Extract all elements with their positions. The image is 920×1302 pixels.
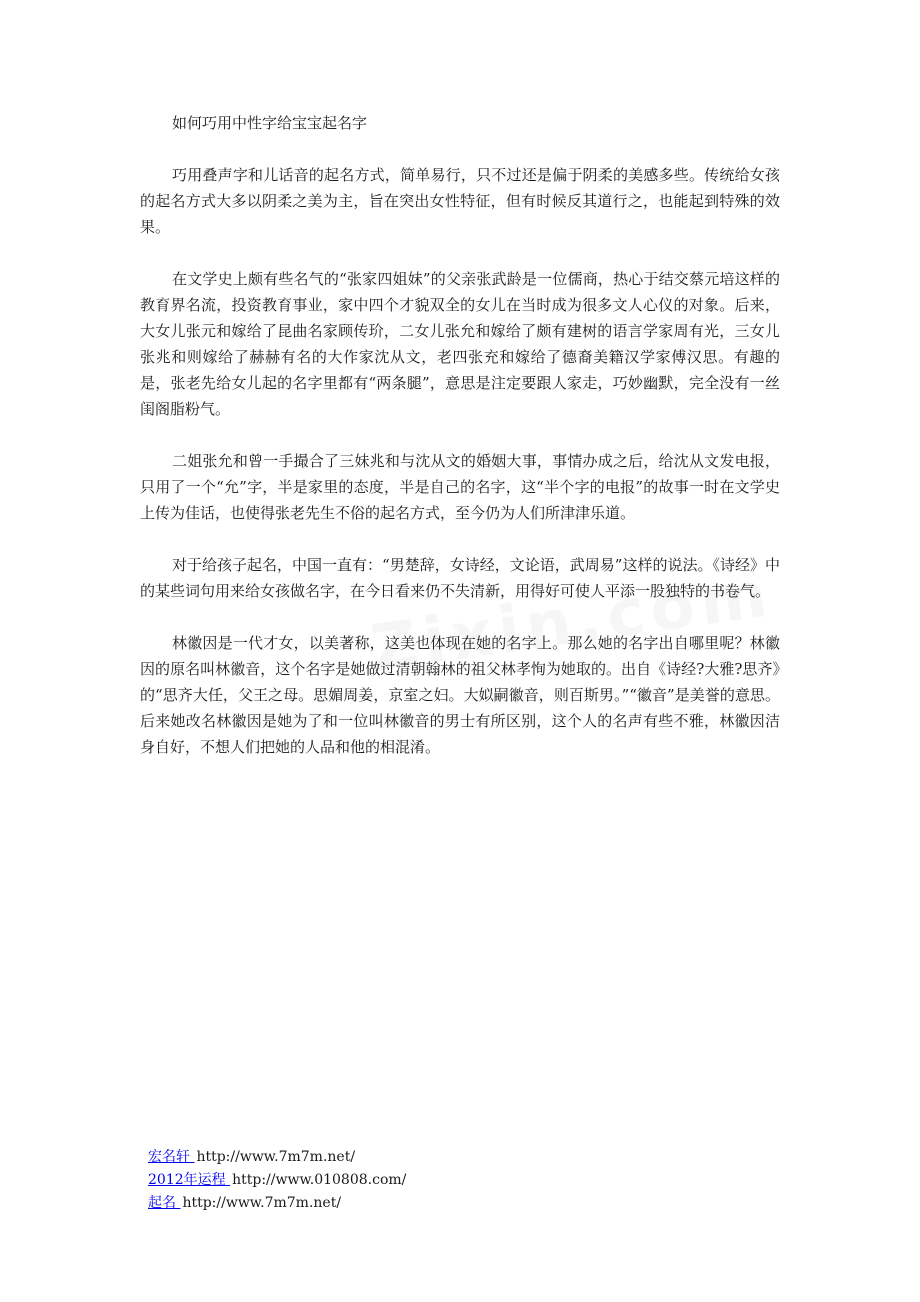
paragraph-3: 二姐张允和曾一手撮合了三妹兆和与沈从文的婚姻大事，事情办成之后，给沈从文发电报，只用了一个“允”字，半是家里的态度，半是自己的名字，这“半个字的电报”的故事一时在文学史上传为佳话，也使得张老先生不俗的起名方式，至今仍为人们所津津乐道。 — [140, 452, 780, 522]
footer-url-3: http://www.7m7m.net/ — [182, 1195, 342, 1211]
footer-link-row-3 — [148, 1192, 406, 1215]
footer-link-row-2 — [148, 1169, 406, 1192]
footer-link-hongmingxuan[interactable]: 宏名轩 — [148, 1149, 195, 1165]
footer-links — [148, 1146, 406, 1215]
footer-link-2012-fortune[interactable]: 2012年运程 — [148, 1172, 231, 1188]
article-title: 如何巧用中性字给宝宝起名字 — [172, 114, 368, 132]
footer-url-1: http://www.7m7m.net/ — [196, 1149, 356, 1165]
footer-link-naming[interactable]: 起名 — [148, 1195, 181, 1211]
paragraph-2: 在文学史上颇有些名气的“张家四姐妹”的父亲张武龄是一位儒商，热心于结交蔡元培这样的教育界名流，投资教育事业，家中四个才貌双全的女儿在当时成为很多文人心仪的对象。后来，大女儿张元和嫁给了昆曲名家顾传玠，二女儿张允和嫁给了颇有建树的语言学家周有光，三女儿张兆和则嫁给了赫赫有名的大作家沈从文，老四张充和嫁给了德裔美籍汉学家傅汉思。有趣的是，张老先给女儿起的名字里都有“两条腿”，意思是注定要跟人家走，巧妙幽默，完全没有一丝闺阁脂粉气。 — [140, 270, 780, 418]
footer-url-2: http://www.010808.com/ — [232, 1172, 407, 1188]
paragraph-5: 林徽因是一代才女，以美著称，这美也体现在她的名字上。那么她的名字出自哪里呢？林徽因的原名叫林徽音，这个名字是她做过清朝翰林的祖父林孝恂为她取的。出自《诗经?大雅?思齐》的“思齐大任，父王之母。思媚周姜，京室之妇。大姒嗣徽音，则百斯男。”“徽音”是美誉的意思。后来她改名林徽因是她为了和一位叫林徽音的男士有所区别，这个人的名声有些不雅，林徽因洁身自好，不想人们把她的人品和他的相混淆。 — [140, 634, 780, 756]
paragraph-4: 对于给孩子起名，中国一直有：“男楚辞，女诗经，文论语，武周易”这样的说法。《诗经》中的某些词句用来给女孩做名字，在今日看来仍不失清新，用得好可使人平添一股独特的书卷气。 — [140, 556, 780, 600]
footer-link-row-1 — [148, 1146, 406, 1169]
paragraph-1: 巧用叠声字和儿话音的起名方式，简单易行，只不过还是偏于阴柔的美感多些。传统给女孩的起名方式大多以阴柔之美为主，旨在突出女性特征，但有时候反其道行之，也能起到特殊的效果。 — [140, 166, 780, 236]
article-body — [140, 110, 780, 786]
